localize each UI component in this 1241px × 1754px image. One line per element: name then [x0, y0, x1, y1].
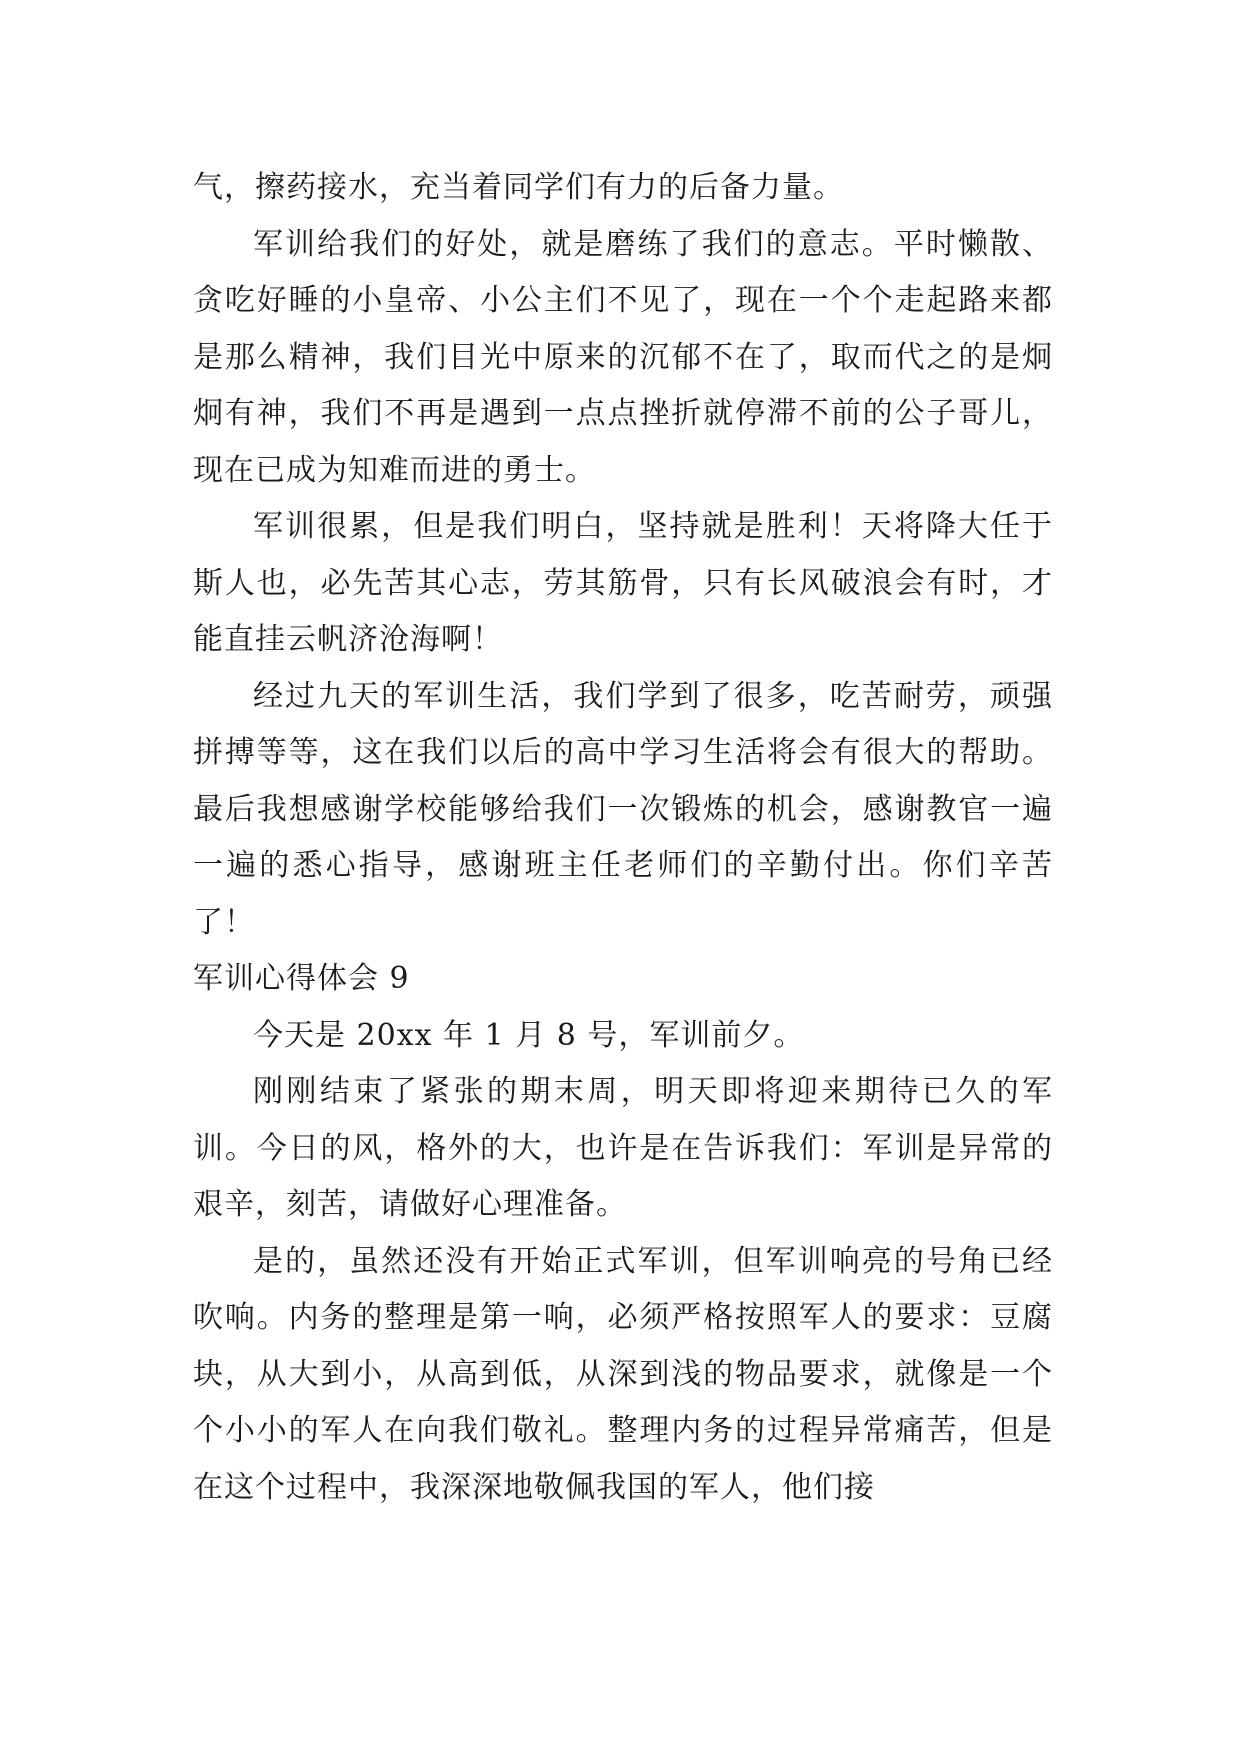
section-heading: 军训心得体会 9: [193, 961, 410, 996]
paragraph-continuation: 气，擦药接水，充当着同学们有力的后备力量。: [193, 170, 844, 205]
paragraph-persistence: 军训很累，但是我们明白，坚持就是胜利！天将降大任于斯人也，必先苦其心志，劳其筋骨，只有长风破浪会有时，才能直挂云帆济沧海啊！: [193, 509, 1053, 657]
paragraph-exam-week: 刚刚结束了紧张的期末周，明天即将迎来期待已久的军训。今日的风，格外的大，也许是在告诉我们：军训是异常的艰辛，刻苦，请做好心理准备。: [193, 1074, 1053, 1222]
paragraph-training-benefits: 军训给我们的好处，就是磨练了我们的意志。平时懒散、贪吃好睡的小皇帝、小公主们不见了，现在一个个走起路来都是那么精神，我们目光中原来的沉郁不在了，取而代之的是炯炯有神，我们不再是遇到一点点挫折就停滞不前的公子哥儿，现在已成为知难而进的勇士。: [193, 226, 1053, 488]
paragraph-date: 今天是 20xx 年 1 月 8 号，军训前夕。: [253, 1017, 805, 1053]
paragraph-housekeeping: 是的，虽然还没有开始正式军训，但军训响亮的号角已经吹响。内务的整理是第一响，必须严格按照军人的要求：豆腐块，从大到小，从高到低，从深到浅的物品要求，就像是一个个小小的军人在向我们敬礼。整理内务的过程异常痛苦，但是在这个过程中，我深深地敬佩我国的军人，他们接: [193, 1243, 1053, 1505]
paragraph-gratitude: 经过九天的军训生活，我们学到了很多，吃苦耐劳，顽强拼搏等等，这在我们以后的高中学习生活将会有很大的帮助。最后我想感谢学校能够给我们一次锻炼的机会，感谢教官一遍一遍的悉心指导，感谢班主任老师们的辛勤付出。你们辛苦了！: [193, 678, 1053, 940]
document-body: [193, 160, 1053, 1516]
